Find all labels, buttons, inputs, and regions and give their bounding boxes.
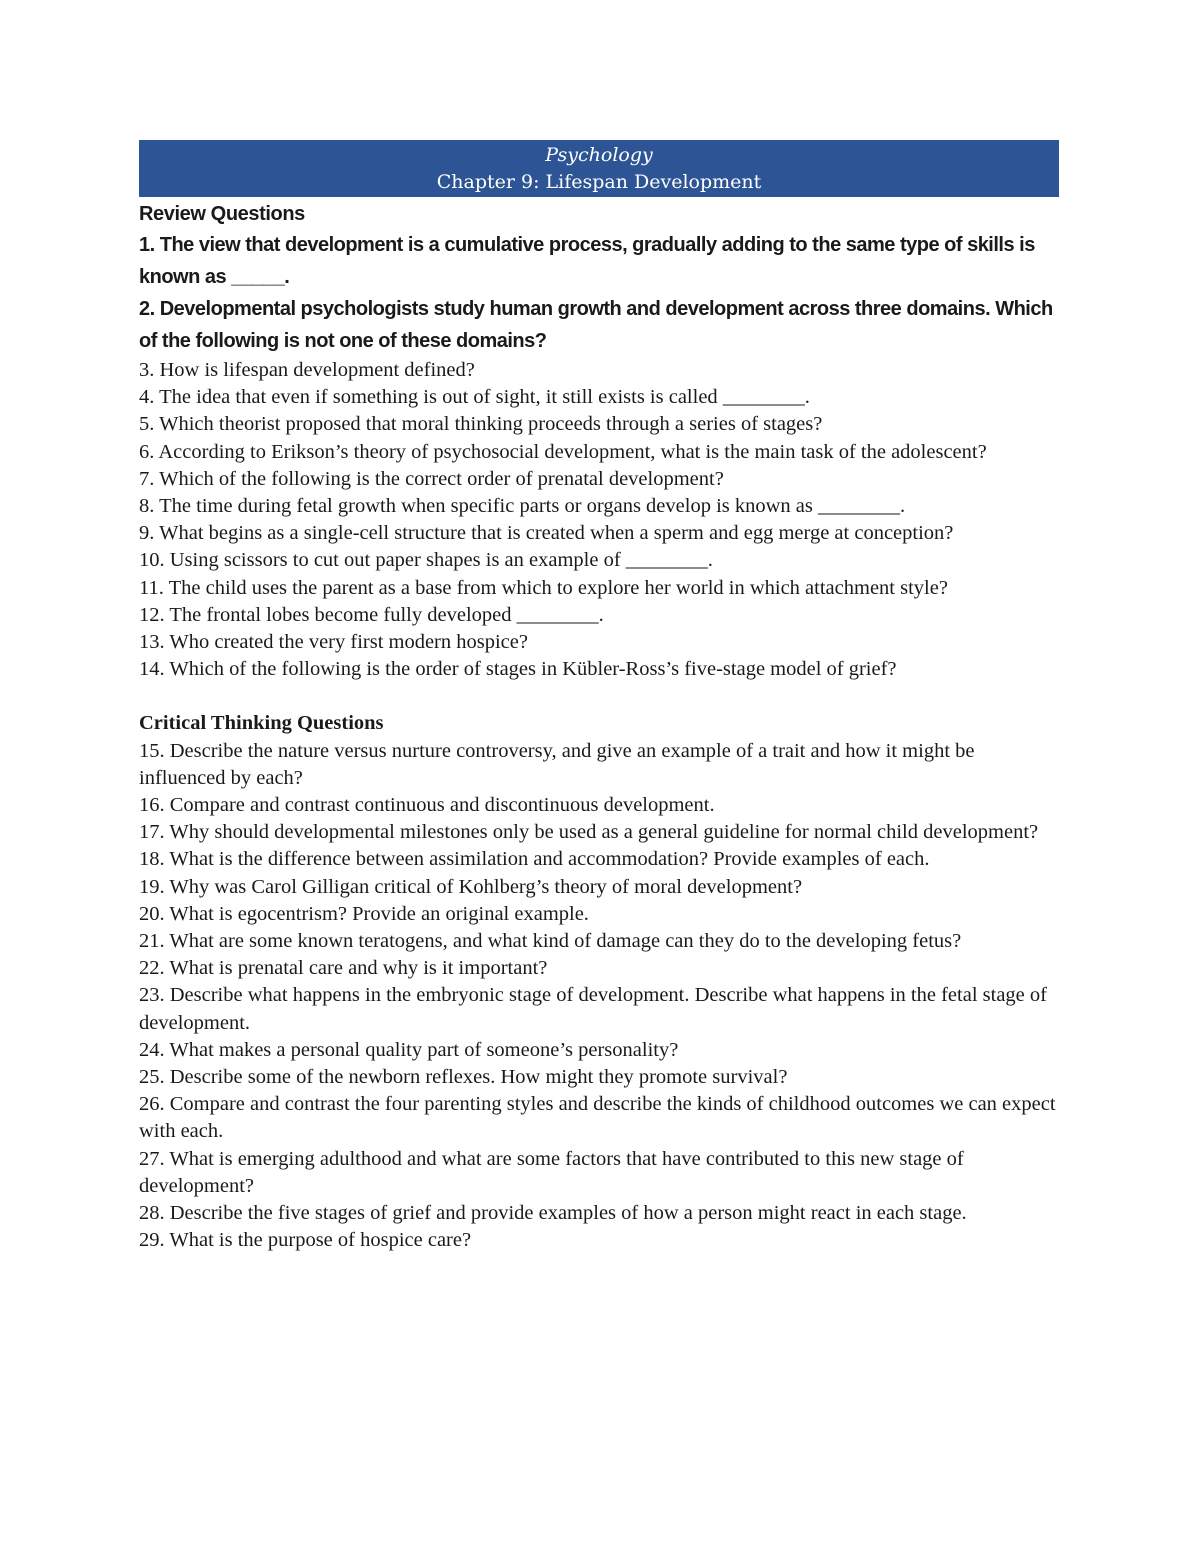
critical-question: 15. Describe the nature versus nurture controversy, and give an example of a trait and how it might be influenced by each?: [139, 739, 975, 789]
review-question: 4. The idea that even if something is out of sight, it still exists is called ________.: [139, 386, 810, 409]
review-question: 2. Developmental psychologists study human growth and development across three domains. Which of the following is not one of these domains?: [139, 298, 1053, 352]
critical-thinking-heading: Critical Thinking Questions: [139, 712, 384, 735]
review-question: 12. The frontal lobes become fully developed ________.: [139, 603, 604, 626]
critical-question: 21. What are some known teratogens, and what kind of damage can they do to the developing fetus?: [139, 930, 962, 953]
review-question: 10. Using scissors to cut out paper shapes is an example of ________.: [139, 549, 713, 572]
critical-question: 22. What is prenatal care and why is it important?: [139, 957, 548, 980]
review-question: 13. Who created the very first modern hospice?: [139, 631, 528, 654]
critical-question: 20. What is egocentrism? Provide an original example.: [139, 902, 589, 925]
section-spacer: [139, 683, 1059, 710]
critical-question: 19. Why was Carol Gilligan critical of Kohlberg’s theory of moral development?: [139, 875, 803, 898]
review-question: 3. How is lifespan development defined?: [139, 359, 475, 381]
critical-question: 25. Describe some of the newborn reflexes. How might they promote survival?: [139, 1066, 788, 1089]
review-question: 7. Which of the following is the correct order of prenatal development?: [139, 467, 724, 490]
chapter-title: Chapter 9: Lifespan Development: [436, 171, 762, 193]
review-question: 5. Which theorist proposed that moral thinking proceeds through a series of stages?: [139, 413, 823, 436]
review-question: 1. The view that development is a cumulative process, gradually adding to the same type of skills is known as _____.: [139, 234, 1035, 288]
critical-question: 18. What is the difference between assimilation and accommodation? Provide examples of each.: [139, 848, 930, 871]
critical-question: 29. What is the purpose of hospice care?: [139, 1229, 472, 1252]
review-question: 6. According to Erikson’s theory of psychosocial development, what is the main task of the adolescent?: [139, 440, 987, 463]
subject-title: Psychology: [545, 144, 653, 166]
critical-question: 27. What is emerging adulthood and what are some factors that have contributed to this new stage of development?: [139, 1147, 964, 1197]
critical-question: 24. What makes a personal quality part of someone’s personality?: [139, 1038, 679, 1061]
critical-question: 23. Describe what happens in the embryonic stage of development. Describe what happens in the fetal stage of development.: [139, 984, 1047, 1034]
critical-question: 28. Describe the five stages of grief and provide examples of how a person might react in each stage.: [139, 1202, 967, 1225]
review-question: 11. The child uses the parent as a base from which to explore her world in which attachment style?: [139, 576, 948, 599]
document-page: [139, 140, 1059, 1255]
review-questions-heading: Review Questions: [139, 203, 305, 225]
review-question: 14. Which of the following is the order of stages in Kübler-Ross’s five-stage model of grief?: [139, 658, 897, 681]
title-banner: [139, 140, 1059, 197]
critical-question: 17. Why should developmental milestones only be used as a general guideline for normal child development?: [139, 821, 1039, 844]
review-question: 8. The time during fetal growth when specific parts or organs develop is known as ________.: [139, 495, 906, 518]
review-question: 9. What begins as a single-cell structure that is created when a sperm and egg merge at conception?: [139, 522, 954, 545]
critical-question: 16. Compare and contrast continuous and discontinuous development.: [139, 794, 715, 817]
critical-question: 26. Compare and contrast the four parenting styles and describe the kinds of childhood outcomes we can expect with each.: [139, 1093, 1056, 1143]
